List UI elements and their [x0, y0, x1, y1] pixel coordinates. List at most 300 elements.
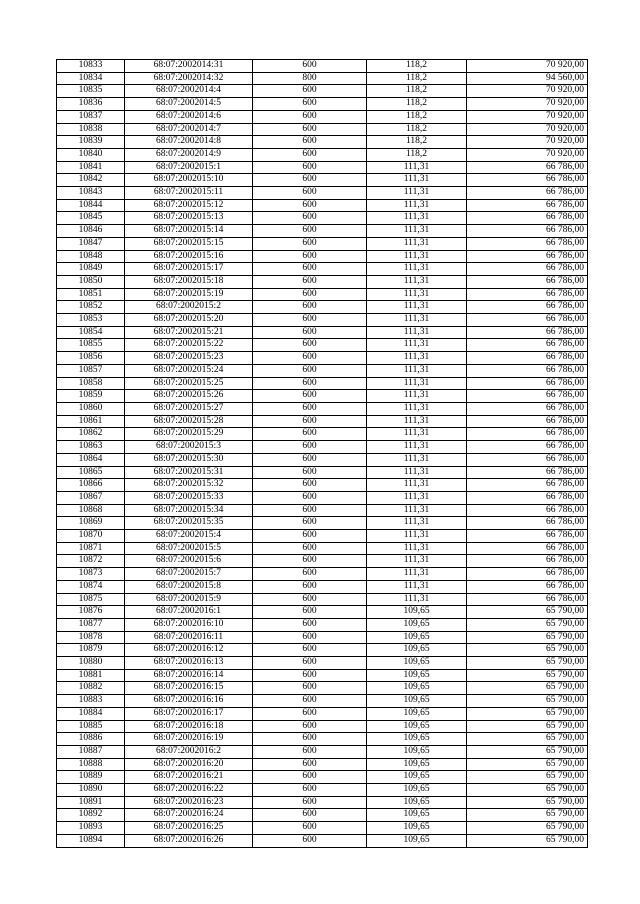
- amount-cell: 66 786,00: [467, 339, 588, 352]
- area-cell: 600: [253, 263, 367, 276]
- cadastral-number-cell: 68:07:2002015:27: [125, 402, 253, 415]
- area-cell: 600: [253, 606, 367, 619]
- rate-cell: 118,2: [367, 123, 467, 136]
- amount-cell: 66 786,00: [467, 174, 588, 187]
- area-cell: 600: [253, 809, 367, 822]
- rate-cell: 111,31: [367, 466, 467, 479]
- row-number-cell: 10891: [57, 796, 125, 809]
- rate-cell: 111,31: [367, 352, 467, 365]
- area-cell: 600: [253, 657, 367, 670]
- table-body: [57, 60, 588, 848]
- amount-cell: 66 786,00: [467, 491, 588, 504]
- cadastral-number-cell: 68:07:2002014:8: [125, 136, 253, 149]
- table-row: [57, 517, 588, 530]
- table-row: [57, 758, 588, 771]
- area-cell: 600: [253, 669, 367, 682]
- area-cell: 600: [253, 352, 367, 365]
- row-number-cell: 10884: [57, 707, 125, 720]
- amount-cell: 66 786,00: [467, 453, 588, 466]
- rate-cell: 111,31: [367, 174, 467, 187]
- amount-cell: 70 920,00: [467, 98, 588, 111]
- rate-cell: 111,31: [367, 415, 467, 428]
- row-number-cell: 10864: [57, 453, 125, 466]
- cadastral-number-cell: 68:07:2002015:33: [125, 491, 253, 504]
- rate-cell: 109,65: [367, 657, 467, 670]
- area-cell: 600: [253, 555, 367, 568]
- area-cell: 600: [253, 479, 367, 492]
- cadastral-number-cell: 68:07:2002015:34: [125, 504, 253, 517]
- table-row: [57, 314, 588, 327]
- rate-cell: 111,31: [367, 479, 467, 492]
- cadastral-number-cell: 68:07:2002015:11: [125, 187, 253, 200]
- area-cell: 600: [253, 225, 367, 238]
- amount-cell: 66 786,00: [467, 250, 588, 263]
- table-row: [57, 288, 588, 301]
- cadastral-number-cell: 68:07:2002015:2: [125, 301, 253, 314]
- table-row: [57, 364, 588, 377]
- table-row: [57, 695, 588, 708]
- table-row: [57, 530, 588, 543]
- amount-cell: 66 786,00: [467, 301, 588, 314]
- table-row: [57, 85, 588, 98]
- row-number-cell: 10890: [57, 784, 125, 797]
- row-number-cell: 10859: [57, 390, 125, 403]
- cadastral-number-cell: 68:07:2002015:35: [125, 517, 253, 530]
- area-cell: 600: [253, 644, 367, 657]
- area-cell: 600: [253, 339, 367, 352]
- rate-cell: 111,31: [367, 390, 467, 403]
- rate-cell: 109,65: [367, 606, 467, 619]
- amount-cell: 66 786,00: [467, 568, 588, 581]
- area-cell: 600: [253, 631, 367, 644]
- amount-cell: 66 786,00: [467, 593, 588, 606]
- row-number-cell: 10840: [57, 148, 125, 161]
- row-number-cell: 10882: [57, 682, 125, 695]
- area-cell: 600: [253, 275, 367, 288]
- table-row: [57, 377, 588, 390]
- rate-cell: 111,31: [367, 402, 467, 415]
- area-cell: 600: [253, 288, 367, 301]
- cadastral-number-cell: 68:07:2002016:10: [125, 618, 253, 631]
- cadastral-number-cell: 68:07:2002015:25: [125, 377, 253, 390]
- row-number-cell: 10879: [57, 644, 125, 657]
- rate-cell: 111,31: [367, 530, 467, 543]
- area-cell: 600: [253, 174, 367, 187]
- cadastral-number-cell: 68:07:2002016:25: [125, 822, 253, 835]
- amount-cell: 70 920,00: [467, 110, 588, 123]
- amount-cell: 66 786,00: [467, 466, 588, 479]
- table-row: [57, 580, 588, 593]
- cadastral-number-cell: 68:07:2002014:4: [125, 85, 253, 98]
- amount-cell: 65 790,00: [467, 707, 588, 720]
- table-row: [57, 720, 588, 733]
- table-row: [57, 352, 588, 365]
- table-row: [57, 237, 588, 250]
- rate-cell: 109,65: [367, 631, 467, 644]
- table-row: [57, 225, 588, 238]
- area-cell: 600: [253, 199, 367, 212]
- row-number-cell: 10833: [57, 60, 125, 73]
- table-row: [57, 212, 588, 225]
- table-row: [57, 199, 588, 212]
- rate-cell: 118,2: [367, 85, 467, 98]
- rate-cell: 109,65: [367, 733, 467, 746]
- rate-cell: 111,31: [367, 542, 467, 555]
- rate-cell: 109,65: [367, 771, 467, 784]
- rate-cell: 109,65: [367, 695, 467, 708]
- rate-cell: 111,31: [367, 364, 467, 377]
- amount-cell: 65 790,00: [467, 618, 588, 631]
- rate-cell: 111,31: [367, 237, 467, 250]
- area-cell: 600: [253, 237, 367, 250]
- cadastral-number-cell: 68:07:2002016:14: [125, 669, 253, 682]
- table-row: [57, 339, 588, 352]
- rate-cell: 111,31: [367, 555, 467, 568]
- area-cell: 600: [253, 314, 367, 327]
- table-row: [57, 415, 588, 428]
- amount-cell: 65 790,00: [467, 771, 588, 784]
- amount-cell: 66 786,00: [467, 199, 588, 212]
- cadastral-number-cell: 68:07:2002016:11: [125, 631, 253, 644]
- table-row: [57, 809, 588, 822]
- area-cell: 600: [253, 771, 367, 784]
- area-cell: 600: [253, 745, 367, 758]
- table-row: [57, 491, 588, 504]
- table-row: [57, 428, 588, 441]
- cadastral-number-cell: 68:07:2002016:1: [125, 606, 253, 619]
- rate-cell: 111,31: [367, 428, 467, 441]
- amount-cell: 66 786,00: [467, 187, 588, 200]
- amount-cell: 66 786,00: [467, 364, 588, 377]
- row-number-cell: 10847: [57, 237, 125, 250]
- amount-cell: 66 786,00: [467, 161, 588, 174]
- cadastral-number-cell: 68:07:2002016:17: [125, 707, 253, 720]
- rate-cell: 118,2: [367, 72, 467, 85]
- rate-cell: 111,31: [367, 187, 467, 200]
- row-number-cell: 10878: [57, 631, 125, 644]
- table-row: [57, 733, 588, 746]
- area-cell: 600: [253, 580, 367, 593]
- rate-cell: 111,31: [367, 301, 467, 314]
- rate-cell: 109,65: [367, 822, 467, 835]
- table-row: [57, 784, 588, 797]
- rate-cell: 109,65: [367, 784, 467, 797]
- row-number-cell: 10854: [57, 326, 125, 339]
- amount-cell: 66 786,00: [467, 288, 588, 301]
- rate-cell: 111,31: [367, 504, 467, 517]
- cadastral-number-cell: 68:07:2002015:13: [125, 212, 253, 225]
- row-number-cell: 10880: [57, 657, 125, 670]
- cadastral-number-cell: 68:07:2002015:5: [125, 542, 253, 555]
- row-number-cell: 10865: [57, 466, 125, 479]
- table-row: [57, 834, 588, 847]
- cadastral-number-cell: 68:07:2002015:26: [125, 390, 253, 403]
- cadastral-number-cell: 68:07:2002015:32: [125, 479, 253, 492]
- rate-cell: 118,2: [367, 148, 467, 161]
- cadastral-number-cell: 68:07:2002016:18: [125, 720, 253, 733]
- cadastral-number-cell: 68:07:2002016:2: [125, 745, 253, 758]
- row-number-cell: 10872: [57, 555, 125, 568]
- rate-cell: 109,65: [367, 809, 467, 822]
- area-cell: 600: [253, 568, 367, 581]
- area-cell: 600: [253, 707, 367, 720]
- rate-cell: 111,31: [367, 199, 467, 212]
- area-cell: 600: [253, 301, 367, 314]
- amount-cell: 66 786,00: [467, 237, 588, 250]
- table-row: [57, 161, 588, 174]
- row-number-cell: 10868: [57, 504, 125, 517]
- rate-cell: 109,65: [367, 618, 467, 631]
- cadastral-number-cell: 68:07:2002014:32: [125, 72, 253, 85]
- row-number-cell: 10858: [57, 377, 125, 390]
- area-cell: 600: [253, 364, 367, 377]
- area-cell: 600: [253, 491, 367, 504]
- row-number-cell: 10866: [57, 479, 125, 492]
- row-number-cell: 10853: [57, 314, 125, 327]
- area-cell: 600: [253, 517, 367, 530]
- row-number-cell: 10886: [57, 733, 125, 746]
- table-row: [57, 326, 588, 339]
- row-number-cell: 10888: [57, 758, 125, 771]
- rate-cell: 118,2: [367, 98, 467, 111]
- amount-cell: 66 786,00: [467, 542, 588, 555]
- row-number-cell: 10856: [57, 352, 125, 365]
- rate-cell: 109,65: [367, 669, 467, 682]
- table-row: [57, 275, 588, 288]
- row-number-cell: 10876: [57, 606, 125, 619]
- amount-cell: 70 920,00: [467, 136, 588, 149]
- area-cell: 600: [253, 618, 367, 631]
- area-cell: 600: [253, 441, 367, 454]
- cadastral-number-cell: 68:07:2002016:16: [125, 695, 253, 708]
- amount-cell: 70 920,00: [467, 85, 588, 98]
- table-row: [57, 644, 588, 657]
- table-row: [57, 631, 588, 644]
- area-cell: 600: [253, 834, 367, 847]
- table-row: [57, 187, 588, 200]
- data-table: [56, 59, 588, 848]
- rate-cell: 111,31: [367, 339, 467, 352]
- table-row: [57, 593, 588, 606]
- cadastral-number-cell: 68:07:2002015:30: [125, 453, 253, 466]
- cadastral-number-cell: 68:07:2002016:12: [125, 644, 253, 657]
- row-number-cell: 10885: [57, 720, 125, 733]
- cadastral-number-cell: 68:07:2002014:31: [125, 60, 253, 73]
- area-cell: 600: [253, 212, 367, 225]
- area-cell: 600: [253, 530, 367, 543]
- table-row: [57, 466, 588, 479]
- area-cell: 600: [253, 720, 367, 733]
- amount-cell: 66 786,00: [467, 580, 588, 593]
- area-cell: 600: [253, 415, 367, 428]
- cadastral-number-cell: 68:07:2002015:18: [125, 275, 253, 288]
- row-number-cell: 10838: [57, 123, 125, 136]
- cadastral-number-cell: 68:07:2002016:19: [125, 733, 253, 746]
- cadastral-number-cell: 68:07:2002015:7: [125, 568, 253, 581]
- row-number-cell: 10870: [57, 530, 125, 543]
- amount-cell: 65 790,00: [467, 834, 588, 847]
- rate-cell: 111,31: [367, 263, 467, 276]
- rate-cell: 109,65: [367, 834, 467, 847]
- table-row: [57, 568, 588, 581]
- amount-cell: 65 790,00: [467, 822, 588, 835]
- rate-cell: 109,65: [367, 758, 467, 771]
- amount-cell: 65 790,00: [467, 745, 588, 758]
- cadastral-number-cell: 68:07:2002016:13: [125, 657, 253, 670]
- row-number-cell: 10844: [57, 199, 125, 212]
- row-number-cell: 10883: [57, 695, 125, 708]
- area-cell: 600: [253, 377, 367, 390]
- cadastral-number-cell: 68:07:2002015:3: [125, 441, 253, 454]
- table-row: [57, 771, 588, 784]
- cadastral-number-cell: 68:07:2002015:16: [125, 250, 253, 263]
- table-row: [57, 441, 588, 454]
- cadastral-number-cell: 68:07:2002014:7: [125, 123, 253, 136]
- table-row: [57, 402, 588, 415]
- row-number-cell: 10850: [57, 275, 125, 288]
- rate-cell: 109,65: [367, 720, 467, 733]
- cadastral-number-cell: 68:07:2002016:15: [125, 682, 253, 695]
- area-cell: 600: [253, 390, 367, 403]
- area-cell: 600: [253, 593, 367, 606]
- row-number-cell: 10836: [57, 98, 125, 111]
- rate-cell: 111,31: [367, 225, 467, 238]
- amount-cell: 66 786,00: [467, 212, 588, 225]
- rate-cell: 111,31: [367, 568, 467, 581]
- rate-cell: 109,65: [367, 707, 467, 720]
- amount-cell: 65 790,00: [467, 669, 588, 682]
- rate-cell: 118,2: [367, 110, 467, 123]
- row-number-cell: 10877: [57, 618, 125, 631]
- row-number-cell: 10881: [57, 669, 125, 682]
- cadastral-number-cell: 68:07:2002015:28: [125, 415, 253, 428]
- table-row: [57, 453, 588, 466]
- amount-cell: 70 920,00: [467, 60, 588, 73]
- row-number-cell: 10873: [57, 568, 125, 581]
- amount-cell: 70 920,00: [467, 123, 588, 136]
- cadastral-number-cell: 68:07:2002014:6: [125, 110, 253, 123]
- area-cell: 600: [253, 466, 367, 479]
- amount-cell: 66 786,00: [467, 504, 588, 517]
- table-row: [57, 123, 588, 136]
- rate-cell: 111,31: [367, 580, 467, 593]
- table-row: [57, 174, 588, 187]
- row-number-cell: 10889: [57, 771, 125, 784]
- rate-cell: 111,31: [367, 441, 467, 454]
- amount-cell: 65 790,00: [467, 809, 588, 822]
- rate-cell: 111,31: [367, 517, 467, 530]
- area-cell: 600: [253, 326, 367, 339]
- row-number-cell: 10887: [57, 745, 125, 758]
- table-row: [57, 136, 588, 149]
- area-cell: 600: [253, 187, 367, 200]
- table-row: [57, 148, 588, 161]
- area-cell: 600: [253, 542, 367, 555]
- amount-cell: 66 786,00: [467, 402, 588, 415]
- cadastral-number-cell: 68:07:2002015:8: [125, 580, 253, 593]
- area-cell: 600: [253, 695, 367, 708]
- area-cell: 600: [253, 161, 367, 174]
- table-row: [57, 60, 588, 73]
- cadastral-number-cell: 68:07:2002015:10: [125, 174, 253, 187]
- table-row: [57, 542, 588, 555]
- amount-cell: 65 790,00: [467, 796, 588, 809]
- row-number-cell: 10893: [57, 822, 125, 835]
- area-cell: 600: [253, 148, 367, 161]
- cadastral-number-cell: 68:07:2002015:12: [125, 199, 253, 212]
- amount-cell: 66 786,00: [467, 555, 588, 568]
- table-row: [57, 479, 588, 492]
- amount-cell: 94 560,00: [467, 72, 588, 85]
- amount-cell: 65 790,00: [467, 784, 588, 797]
- cadastral-number-cell: 68:07:2002015:22: [125, 339, 253, 352]
- area-cell: 600: [253, 98, 367, 111]
- cadastral-number-cell: 68:07:2002015:15: [125, 237, 253, 250]
- row-number-cell: 10835: [57, 85, 125, 98]
- amount-cell: 65 790,00: [467, 657, 588, 670]
- row-number-cell: 10852: [57, 301, 125, 314]
- amount-cell: 66 786,00: [467, 377, 588, 390]
- amount-cell: 65 790,00: [467, 695, 588, 708]
- cadastral-number-cell: 68:07:2002016:21: [125, 771, 253, 784]
- area-cell: 600: [253, 504, 367, 517]
- cadastral-number-cell: 68:07:2002015:31: [125, 466, 253, 479]
- area-cell: 600: [253, 428, 367, 441]
- amount-cell: 66 786,00: [467, 517, 588, 530]
- row-number-cell: 10843: [57, 187, 125, 200]
- amount-cell: 66 786,00: [467, 415, 588, 428]
- area-cell: 600: [253, 250, 367, 263]
- amount-cell: 66 786,00: [467, 441, 588, 454]
- area-cell: 600: [253, 733, 367, 746]
- rate-cell: 109,65: [367, 745, 467, 758]
- amount-cell: 66 786,00: [467, 263, 588, 276]
- row-number-cell: 10867: [57, 491, 125, 504]
- cadastral-number-cell: 68:07:2002016:26: [125, 834, 253, 847]
- amount-cell: 66 786,00: [467, 479, 588, 492]
- rate-cell: 111,31: [367, 453, 467, 466]
- row-number-cell: 10839: [57, 136, 125, 149]
- table-row: [57, 796, 588, 809]
- area-cell: 600: [253, 758, 367, 771]
- cadastral-number-cell: 68:07:2002016:23: [125, 796, 253, 809]
- cadastral-number-cell: 68:07:2002015:9: [125, 593, 253, 606]
- row-number-cell: 10863: [57, 441, 125, 454]
- table-row: [57, 606, 588, 619]
- table-row: [57, 618, 588, 631]
- cadastral-number-cell: 68:07:2002015:19: [125, 288, 253, 301]
- cadastral-number-cell: 68:07:2002015:24: [125, 364, 253, 377]
- rate-cell: 111,31: [367, 593, 467, 606]
- cadastral-number-cell: 68:07:2002014:5: [125, 98, 253, 111]
- rate-cell: 109,65: [367, 796, 467, 809]
- row-number-cell: 10837: [57, 110, 125, 123]
- rate-cell: 111,31: [367, 314, 467, 327]
- row-number-cell: 10862: [57, 428, 125, 441]
- row-number-cell: 10861: [57, 415, 125, 428]
- table-row: [57, 555, 588, 568]
- row-number-cell: 10842: [57, 174, 125, 187]
- row-number-cell: 10874: [57, 580, 125, 593]
- amount-cell: 65 790,00: [467, 682, 588, 695]
- area-cell: 600: [253, 796, 367, 809]
- row-number-cell: 10845: [57, 212, 125, 225]
- rate-cell: 118,2: [367, 136, 467, 149]
- row-number-cell: 10860: [57, 402, 125, 415]
- rate-cell: 109,65: [367, 644, 467, 657]
- row-number-cell: 10848: [57, 250, 125, 263]
- area-cell: 800: [253, 72, 367, 85]
